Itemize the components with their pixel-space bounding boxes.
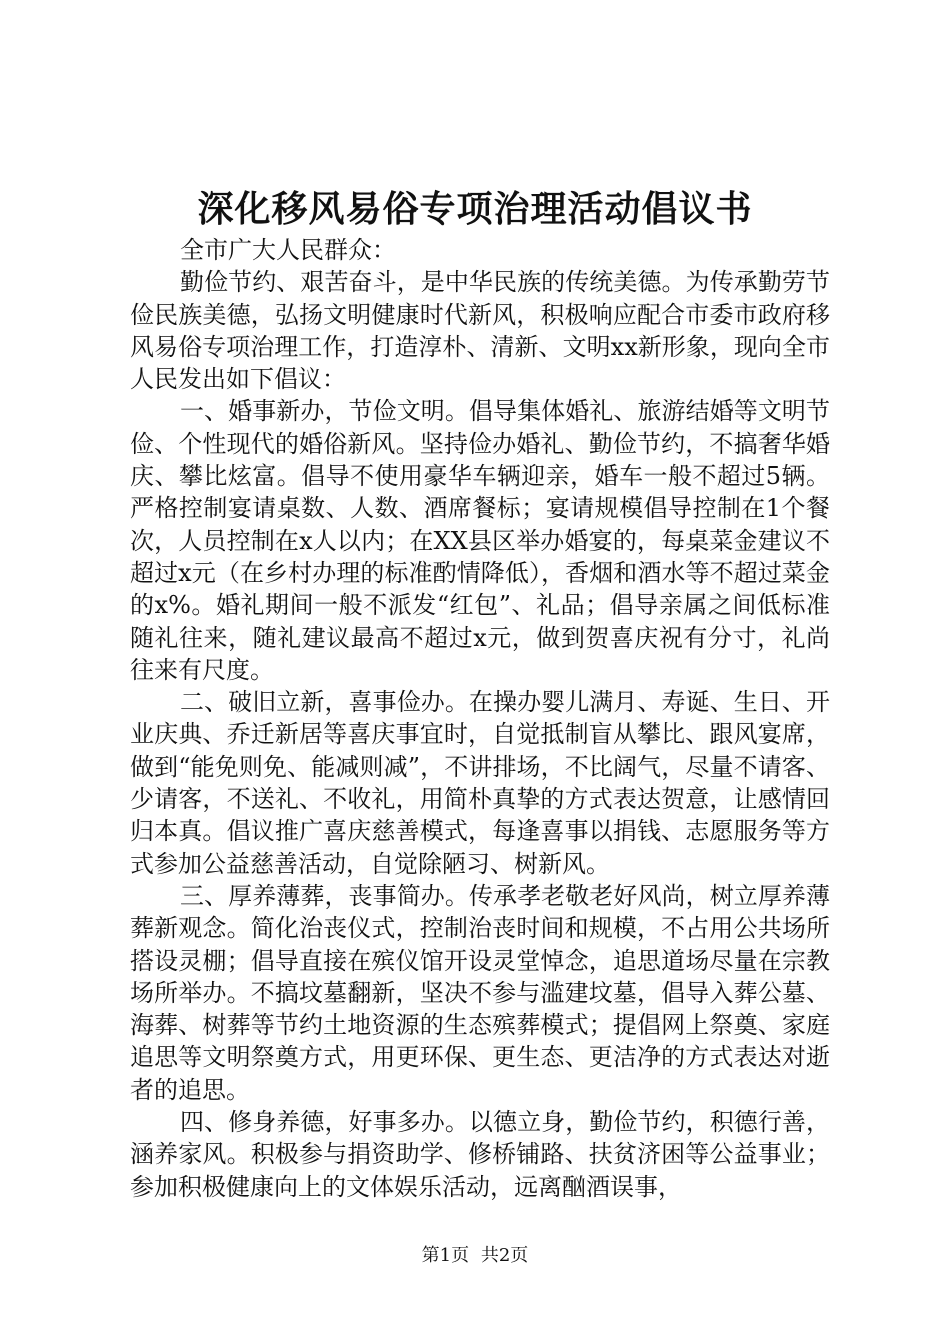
page-number-total: 共2页 bbox=[480, 1245, 529, 1266]
page-number-current: 第1页 bbox=[421, 1245, 470, 1266]
document-body bbox=[130, 234, 830, 1203]
page-footer bbox=[0, 1244, 950, 1268]
salutation: 全市广大人民群众： bbox=[180, 236, 396, 264]
document-title: 深化移风易俗专项治理活动倡议书 bbox=[197, 188, 753, 230]
paragraph-celebrations: 二、破旧立新，喜事俭办。在操办婴儿满月、寿诞、生日、开业庆典、乔迁新居等喜庆事宜时，自觉抵制盲从攀比、跟风宴席，做到“能免则免、能减则减”，不讲排场，不比阔气，尽量不请客、少请客，不送礼、不收礼，用简朴真挚的方式表达贺意，让感情回归本真。倡议推广喜庆慈善模式，每逢喜事以捐钱、志愿服务等方式参加公益慈善活动，自觉除陋习、树新风。 bbox=[130, 688, 830, 878]
paragraph-wedding: 一、婚事新办，节俭文明。倡导集体婚礼、旅游结婚等文明节俭、个性现代的婚俗新风。坚持俭办婚礼、勤俭节约，不搞奢华婚庆、攀比炫富。倡导不使用豪华车辆迎亲，婚车一般不超过5辆。严格控制宴请桌数、人数、酒席餐标；宴请规模倡导控制在1个餐次，人员控制在x人以内；在XX县区举办婚宴的，每桌菜金建议不超过x元（在乡村办理的标准酌情降低），香烟和酒水等不超过菜金的x%。婚礼期间一般不派发“红包”、礼品；倡导亲属之间低标准随礼往来，随礼建议最高不超过x元，做到贺喜庆祝有分寸，礼尚往来有尺度。 bbox=[130, 397, 830, 684]
paragraph-intro: 勤俭节约、艰苦奋斗，是中华民族的传统美德。为传承勤劳节俭民族美德，弘扬文明健康时代新风，积极响应配合市委市政府移风易俗专项治理工作，打造淳朴、清新、文明xx新形象，现向全市人民发出如下倡议： bbox=[130, 268, 830, 394]
paragraph-virtue: 四、修身养德，好事多办。以德立身，勤俭节约，积德行善，涵养家风。积极参与捐资助学、修桥铺路、扶贫济困等公益事业；参加积极健康向上的文体娱乐活动，远离酗酒误事， bbox=[130, 1108, 830, 1201]
paragraph-funerals: 三、厚养薄葬，丧事简办。传承孝老敬老好风尚，树立厚养薄葬新观念。简化治丧仪式，控制治丧时间和规模，不占用公共场所搭设灵棚；倡导直接在殡仪馆开设灵堂悼念，追思道场尽量在宗教场所举办。不搞坟墓翻新，坚决不参与滥建坟墓，倡导入葬公墓、海葬、树葬等节约土地资源的生态殡葬模式；提倡网上祭奠、家庭追思等文明祭奠方式，用更环保、更生态、更洁净的方式表达对逝者的追思。 bbox=[130, 881, 830, 1104]
